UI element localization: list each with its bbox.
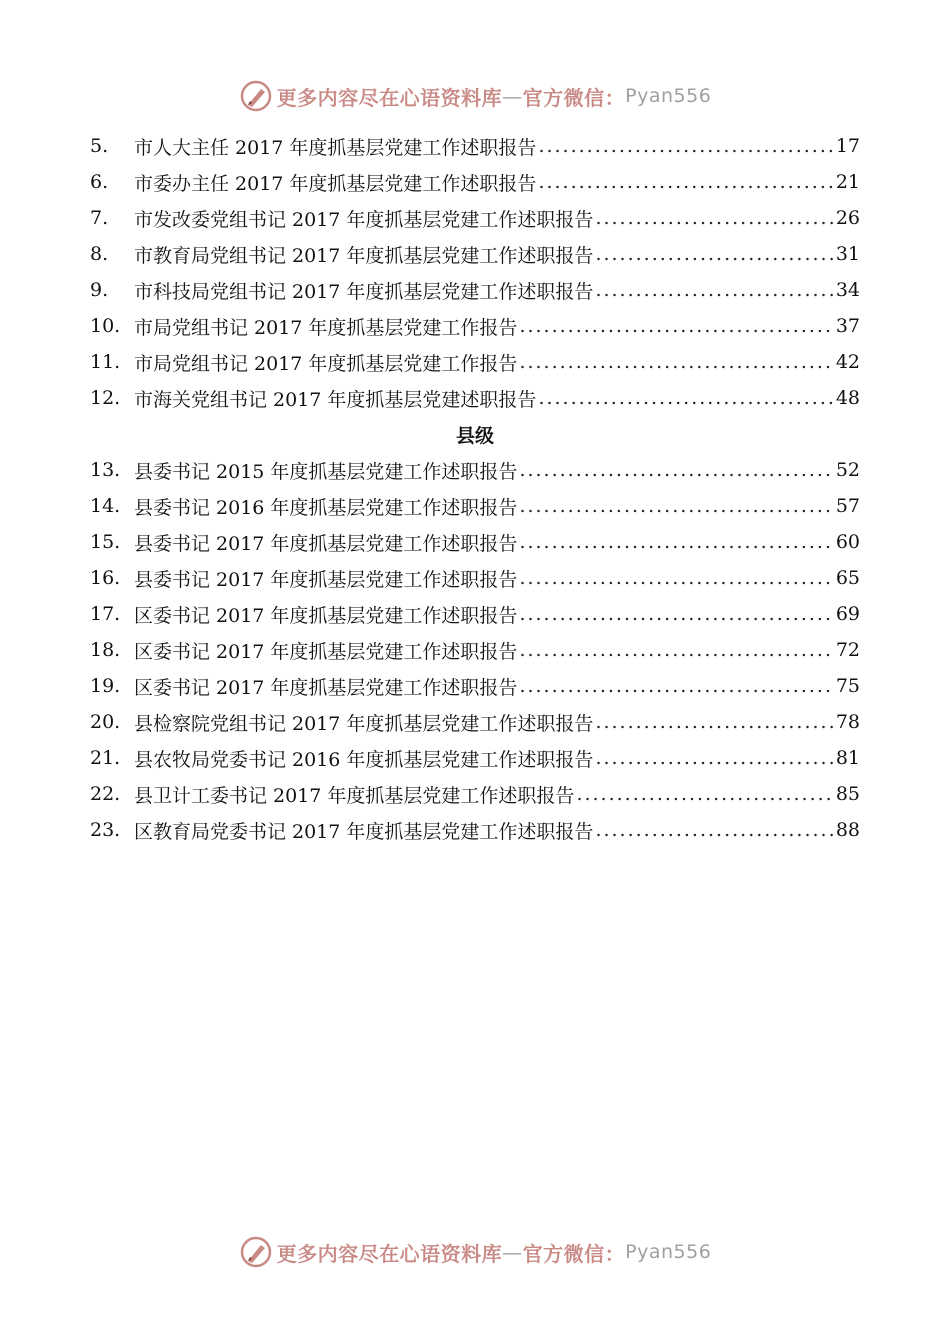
- toc-entry-number: 16.: [90, 567, 121, 589]
- table-of-contents: [90, 128, 860, 848]
- toc-entry-page: 48: [835, 387, 860, 409]
- toc-entry[interactable]: [90, 200, 860, 236]
- section-heading-county: 县级: [455, 424, 494, 447]
- toc-entry-title: 县委书记 2016 年度抓基层党建工作述职报告: [134, 496, 518, 519]
- toc-entry-number: 17.: [90, 603, 121, 625]
- toc-leader-dots: [538, 387, 833, 409]
- toc-leader-dots: [519, 567, 833, 589]
- toc-entry-page: 75: [835, 675, 860, 697]
- toc-entry-page: 31: [835, 243, 860, 265]
- toc-entry-title: 市局党组书记 2017 年度抓基层党建工作报告: [134, 352, 518, 375]
- toc-entry-number: 19.: [90, 675, 121, 697]
- toc-entry[interactable]: [90, 632, 860, 668]
- toc-entry-page: 72: [835, 639, 860, 661]
- toc-entry-page: 42: [835, 351, 860, 373]
- watermark-wechat-id: Pyan556: [625, 85, 712, 107]
- toc-entry-page: 57: [835, 495, 860, 517]
- toc-entry-number: 10.: [90, 315, 121, 337]
- watermark-banner-bottom: [0, 1230, 950, 1274]
- toc-entry[interactable]: [90, 524, 860, 560]
- toc-entry-title: 市海关党组书记 2017 年度抓基层党建述职报告: [134, 388, 537, 411]
- toc-entry-page: 81: [835, 747, 860, 769]
- toc-entry-number: 8.: [90, 243, 109, 265]
- watermark-main-text: 更多内容尽在心语资料库: [276, 85, 503, 110]
- toc-leader-dots: [519, 495, 833, 517]
- toc-entry-title: 区委书记 2017 年度抓基层党建工作述职报告: [134, 640, 518, 663]
- toc-entry-page: 17: [835, 135, 860, 157]
- toc-entry-number: 23.: [90, 819, 121, 841]
- watermark-separator: —: [502, 1240, 523, 1264]
- toc-leader-dots: [538, 135, 833, 157]
- toc-entry-number: 21.: [90, 747, 121, 769]
- toc-entry-number: 22.: [90, 783, 121, 805]
- toc-entry-page: 26: [835, 207, 860, 229]
- toc-entry-title: 县委书记 2017 年度抓基层党建工作述职报告: [134, 568, 518, 591]
- toc-leader-dots: [538, 171, 833, 193]
- toc-entry[interactable]: [90, 812, 860, 848]
- toc-entry-title: 区委书记 2017 年度抓基层党建工作述职报告: [134, 676, 518, 699]
- toc-entry-title: 县检察院党组书记 2017 年度抓基层党建工作述职报告: [134, 712, 594, 735]
- toc-entry[interactable]: [90, 452, 860, 488]
- toc-leader-dots: [595, 243, 833, 265]
- toc-entry-title: 市科技局党组书记 2017 年度抓基层党建工作述职报告: [134, 280, 594, 303]
- toc-entry-title: 县卫计工委书记 2017 年度抓基层党建工作述职报告: [134, 784, 575, 807]
- toc-leader-dots: [519, 459, 833, 481]
- toc-entry-number: 7.: [90, 207, 109, 229]
- toc-entry[interactable]: [90, 596, 860, 632]
- toc-entry[interactable]: [90, 380, 860, 416]
- toc-entry-title: 市教育局党组书记 2017 年度抓基层党建工作述职报告: [134, 244, 594, 267]
- watermark-wechat-label: 官方微信：: [522, 85, 626, 110]
- toc-entry[interactable]: [90, 740, 860, 776]
- watermark-main-text: 更多内容尽在心语资料库: [276, 1241, 503, 1266]
- toc-leader-dots: [519, 639, 833, 661]
- toc-entry-title: 区委书记 2017 年度抓基层党建工作述职报告: [134, 604, 518, 627]
- toc-leader-dots: [595, 747, 833, 769]
- toc-entry-title: 市人大主任 2017 年度抓基层党建工作述职报告: [134, 136, 537, 159]
- toc-entry-page: 69: [835, 603, 860, 625]
- toc-entry[interactable]: [90, 704, 860, 740]
- toc-leader-dots: [576, 783, 833, 805]
- toc-entry[interactable]: [90, 236, 860, 272]
- toc-entry[interactable]: [90, 776, 860, 812]
- toc-leader-dots: [519, 675, 833, 697]
- toc-entry-page: 37: [835, 315, 860, 337]
- toc-entry-number: 15.: [90, 531, 121, 553]
- toc-entry-title: 县委书记 2017 年度抓基层党建工作述职报告: [134, 532, 518, 555]
- toc-entry[interactable]: [90, 668, 860, 704]
- toc-entry-page: 85: [835, 783, 860, 805]
- toc-leader-dots: [595, 819, 833, 841]
- toc-entry-number: 18.: [90, 639, 121, 661]
- toc-entry[interactable]: [90, 308, 860, 344]
- toc-entry-page: 78: [835, 711, 860, 733]
- toc-entry-title: 市发改委党组书记 2017 年度抓基层党建工作述职报告: [134, 208, 594, 231]
- toc-entry-title: 县委书记 2015 年度抓基层党建工作述职报告: [134, 460, 518, 483]
- toc-entry-number: 14.: [90, 495, 121, 517]
- toc-leader-dots: [595, 711, 833, 733]
- toc-entry[interactable]: [90, 560, 860, 596]
- toc-entry-page: 34: [835, 279, 860, 301]
- toc-entry-title: 市局党组书记 2017 年度抓基层党建工作报告: [134, 316, 518, 339]
- toc-entry-title: 县农牧局党委书记 2016 年度抓基层党建工作述职报告: [134, 748, 594, 771]
- toc-entry-title: 市委办主任 2017 年度抓基层党建工作述职报告: [134, 172, 537, 195]
- toc-entry-page: 60: [835, 531, 860, 553]
- toc-county-entries: [90, 452, 860, 848]
- toc-entry-page: 88: [835, 819, 860, 841]
- toc-entry[interactable]: [90, 164, 860, 200]
- watermark-wechat-id: Pyan556: [625, 1241, 712, 1263]
- toc-entry-number: 12.: [90, 387, 121, 409]
- toc-entry-title: 区教育局党委书记 2017 年度抓基层党建工作述职报告: [134, 820, 594, 843]
- toc-entry[interactable]: [90, 488, 860, 524]
- pen-logo-icon: [239, 1235, 273, 1269]
- toc-leader-dots: [519, 315, 833, 337]
- toc-entry-page: 65: [835, 567, 860, 589]
- toc-entry-number: 5.: [90, 135, 109, 157]
- toc-entry-page: 52: [835, 459, 860, 481]
- watermark-separator: —: [502, 84, 523, 108]
- toc-entry-number: 11.: [90, 351, 121, 373]
- toc-entry-number: 20.: [90, 711, 121, 733]
- toc-leader-dots: [595, 279, 833, 301]
- toc-entry-number: 9.: [90, 279, 109, 301]
- watermark-banner-top: [0, 74, 950, 118]
- watermark-wechat-label: 官方微信：: [522, 1241, 626, 1266]
- toc-leader-dots: [595, 207, 833, 229]
- toc-city-entries: [90, 128, 860, 416]
- toc-leader-dots: [519, 531, 833, 553]
- toc-entry-number: 6.: [90, 171, 109, 193]
- toc-entry[interactable]: [90, 272, 860, 308]
- toc-leader-dots: [519, 351, 833, 373]
- toc-entry[interactable]: [90, 344, 860, 380]
- toc-entry-number: 13.: [90, 459, 121, 481]
- toc-entry[interactable]: [90, 128, 860, 164]
- toc-entry-page: 21: [835, 171, 860, 193]
- pen-logo-icon: [239, 79, 273, 113]
- toc-leader-dots: [519, 603, 833, 625]
